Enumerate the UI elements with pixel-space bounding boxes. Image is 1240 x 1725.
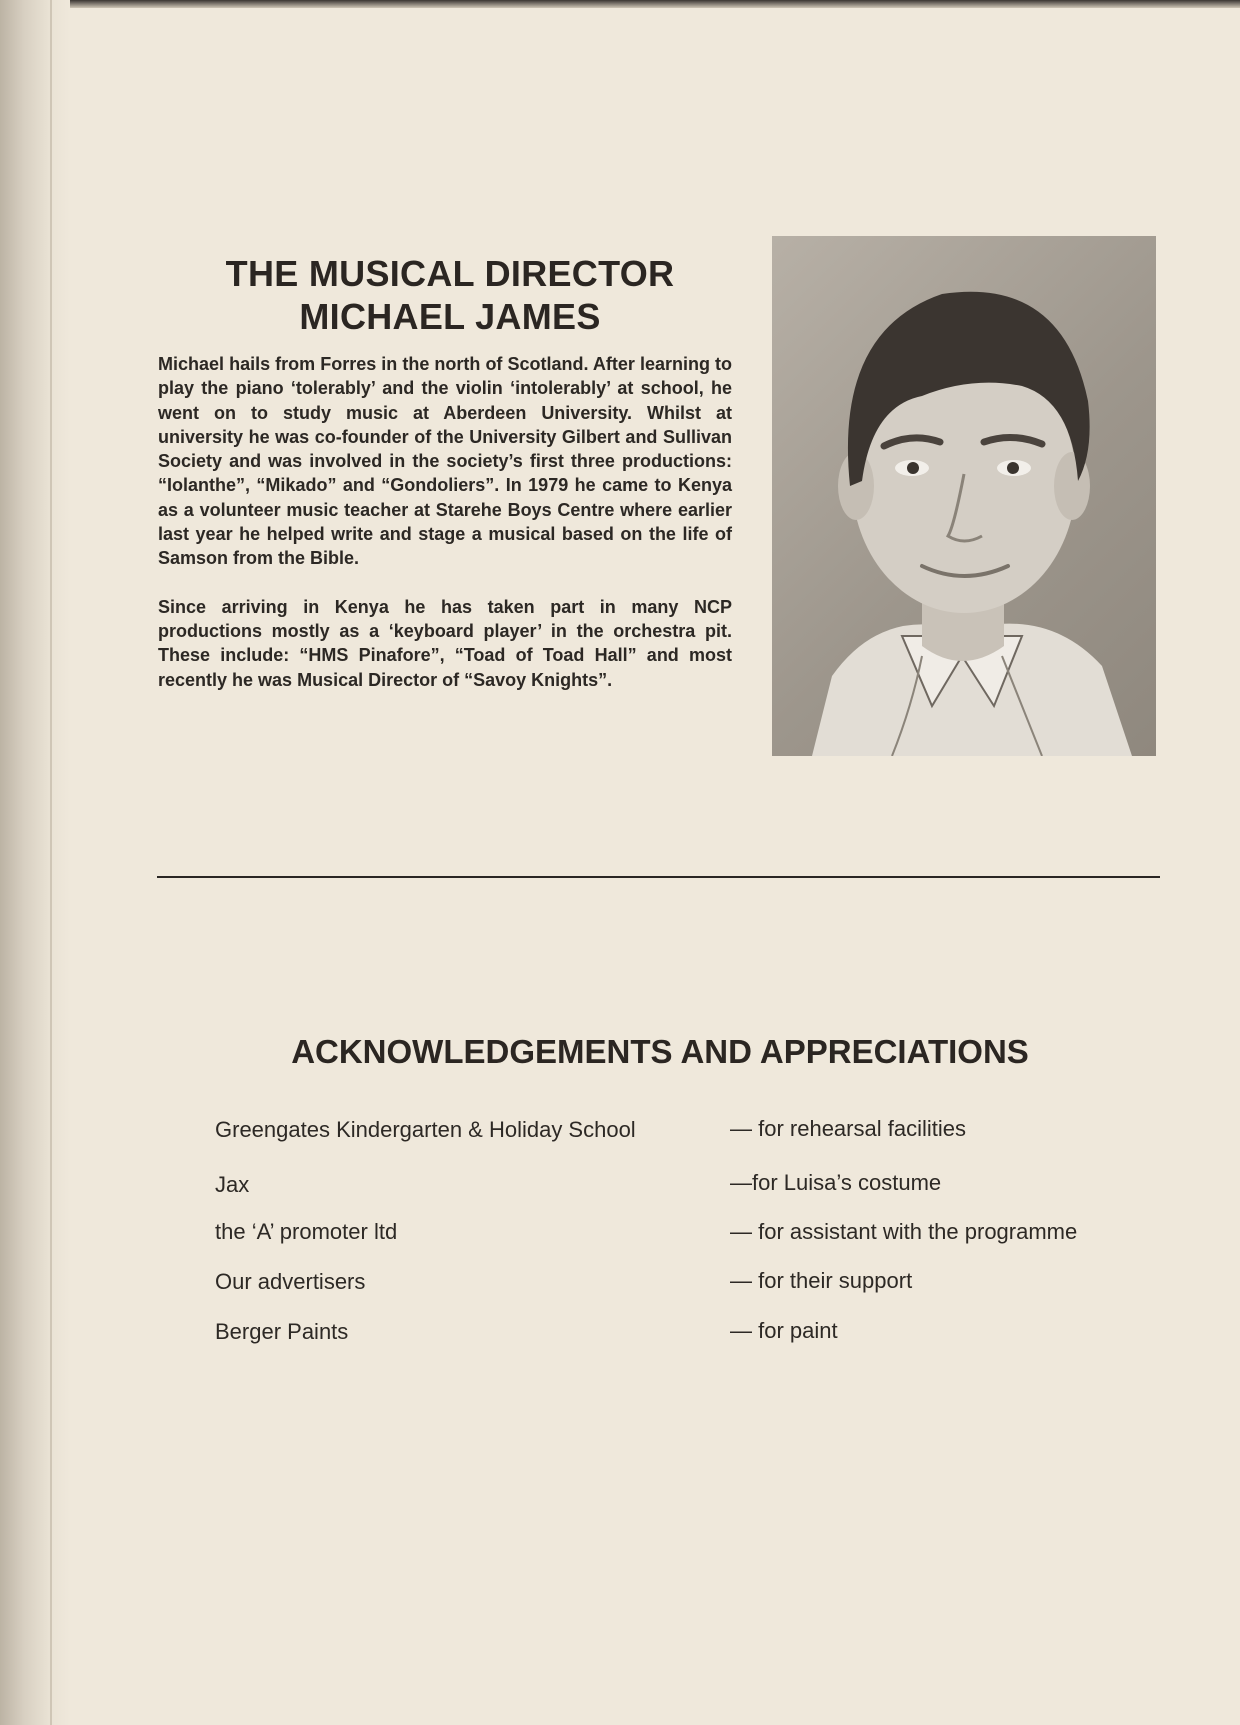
ack-name-1: Greengates Kindergarten & Holiday School	[215, 1117, 636, 1142]
ack-name-3: the ‘A’ promoter ltd	[215, 1219, 398, 1244]
ack-reason-3: — for assistant with the programme	[730, 1219, 1078, 1244]
ack-reason-2: —for Luisa’s costume	[730, 1170, 942, 1195]
ack-reason-5: — for paint	[730, 1318, 838, 1343]
bio-paragraph-1: Michael hails from Forres in the north of Scotland. After learning to play the piano ‘tolerably’ and the violin ‘intolerably’ at school, he went on to study music at Aberdeen University. Whilst at university he was co-founder of the University Gilbert and Sullivan Society and was involved in the society’s first three productions: “Iolanthe”, “Mikado” and “Gondoliers”. In 1979 he came to Kenya as a volunteer music teacher at Starehe Boys Centre where earlier last year he helped write and stage a musical based on the life of Samson from the Bible.	[158, 354, 732, 569]
ack-name-4: Our advertisers	[215, 1269, 366, 1294]
acknowledgements-heading: ACKNOWLEDGEMENTS AND APPRECIATIONS	[291, 1033, 1029, 1070]
director-heading-line1: THE MUSICAL DIRECTOR	[225, 253, 675, 294]
ack-reason-1: — for rehearsal facilities	[730, 1116, 966, 1141]
director-heading-line2: MICHAEL JAMES	[299, 296, 601, 337]
ack-name-5: Berger Paints	[215, 1319, 349, 1344]
bio-paragraph-2: Since arriving in Kenya he has taken part in many NCP productions mostly as a ‘keyboard player’ in the orchestra pit. These include: “HMS Pinafore”, “Toad of Toad Hall” and most recently he was Musical Director of “Savoy Knights”.	[158, 596, 732, 690]
ack-name-2: Jax	[215, 1172, 250, 1197]
ack-reason-4: — for their support	[730, 1268, 913, 1293]
